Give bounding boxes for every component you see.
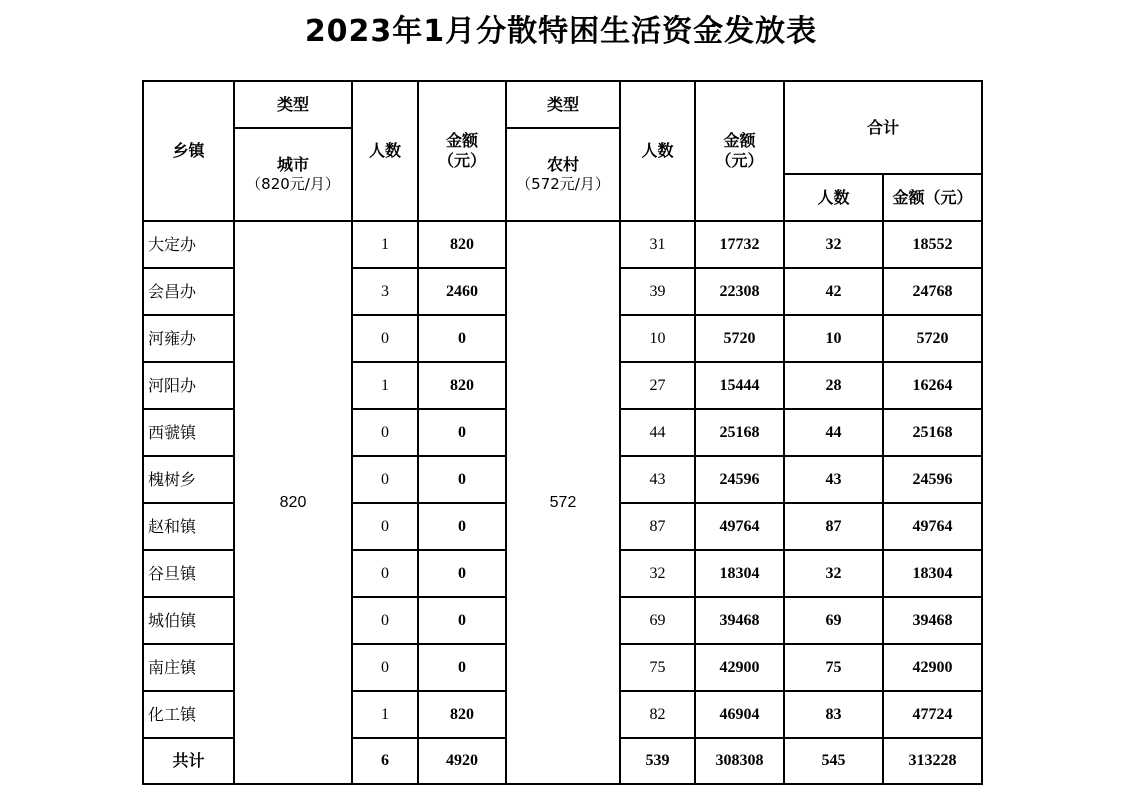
- township-name: 谷旦镇: [143, 550, 234, 597]
- rural-people: 44: [620, 409, 695, 456]
- header-rural-label: 农村: [546, 155, 579, 175]
- header-urban-amount: [418, 81, 506, 221]
- urban-people: 0: [352, 644, 418, 691]
- header-urban-amount-line1: 金额: [445, 131, 478, 150]
- total-people: 44: [784, 409, 883, 456]
- township-name: 化工镇: [143, 691, 234, 738]
- header-township: 乡镇: [143, 81, 234, 221]
- total-amount: 24596: [883, 456, 982, 503]
- total-amount: 24768: [883, 268, 982, 315]
- rural-people: 82: [620, 691, 695, 738]
- total-people: 75: [784, 644, 883, 691]
- urban-amount: 0: [418, 409, 506, 456]
- header-urban-label: 城市: [276, 155, 309, 175]
- rural-people: 27: [620, 362, 695, 409]
- total-amount: 16264: [883, 362, 982, 409]
- urban-amount: 0: [418, 315, 506, 362]
- rural-amount: 24596: [695, 456, 784, 503]
- header-total: 合计: [784, 81, 982, 174]
- rural-amount: 39468: [695, 597, 784, 644]
- urban-amount: 0: [418, 456, 506, 503]
- header-rural-amount-line2: （元）: [715, 151, 764, 170]
- urban-people: 0: [352, 597, 418, 644]
- rural-amount: 49764: [695, 503, 784, 550]
- urban-amount: 0: [418, 550, 506, 597]
- totals-rural-amount: 308308: [695, 738, 784, 784]
- urban-people: 0: [352, 315, 418, 362]
- total-people: 42: [784, 268, 883, 315]
- header-total-amount: 金额（元）: [883, 174, 982, 221]
- total-people: 69: [784, 597, 883, 644]
- township-name: 河雍办: [143, 315, 234, 362]
- total-amount: 47724: [883, 691, 982, 738]
- rural-people: 10: [620, 315, 695, 362]
- header-rural-people: 人数: [620, 81, 695, 221]
- urban-people: 3: [352, 268, 418, 315]
- total-amount: 25168: [883, 409, 982, 456]
- total-people: 87: [784, 503, 883, 550]
- township-name: 赵和镇: [143, 503, 234, 550]
- township-name: 大定办: [143, 221, 234, 268]
- rural-people: 87: [620, 503, 695, 550]
- urban-people: 0: [352, 550, 418, 597]
- total-people: 32: [784, 221, 883, 268]
- total-amount: 18552: [883, 221, 982, 268]
- total-amount: 49764: [883, 503, 982, 550]
- rural-amount: 46904: [695, 691, 784, 738]
- rural-standard-cell: 572: [506, 221, 620, 784]
- totals-total-amount: 313228: [883, 738, 982, 784]
- urban-amount: 820: [418, 691, 506, 738]
- urban-amount: 0: [418, 503, 506, 550]
- header-urban: [234, 128, 352, 221]
- totals-rural-people: 539: [620, 738, 695, 784]
- total-amount: 18304: [883, 550, 982, 597]
- page-title: 2023年1月分散特困生活资金发放表: [304, 14, 818, 49]
- urban-people: 1: [352, 362, 418, 409]
- urban-amount: 820: [418, 362, 506, 409]
- urban-amount: 820: [418, 221, 506, 268]
- totals-label: 共计: [143, 738, 234, 784]
- rural-people: 32: [620, 550, 695, 597]
- urban-people: 0: [352, 503, 418, 550]
- rural-people: 31: [620, 221, 695, 268]
- rural-people: 39: [620, 268, 695, 315]
- township-name: 会昌办: [143, 268, 234, 315]
- totals-total-people: 545: [784, 738, 883, 784]
- header-total-people: 人数: [784, 174, 883, 221]
- urban-people: 1: [352, 221, 418, 268]
- urban-people: 1: [352, 691, 418, 738]
- township-name: 西虢镇: [143, 409, 234, 456]
- total-people: 28: [784, 362, 883, 409]
- header-urban-rate: （820元/月）: [246, 175, 340, 194]
- rural-people: 43: [620, 456, 695, 503]
- totals-urban-amount: 4920: [418, 738, 506, 784]
- urban-people: 0: [352, 456, 418, 503]
- table-row: [143, 221, 982, 268]
- allowance-table: [142, 80, 983, 785]
- rural-amount: 25168: [695, 409, 784, 456]
- header-type-urban: 类型: [234, 81, 352, 128]
- header-rural-rate: （572元/月）: [516, 175, 610, 194]
- rural-amount: 15444: [695, 362, 784, 409]
- township-name: 南庄镇: [143, 644, 234, 691]
- total-amount: 39468: [883, 597, 982, 644]
- header-type-rural: 类型: [506, 81, 620, 128]
- urban-people: 0: [352, 409, 418, 456]
- rural-people: 69: [620, 597, 695, 644]
- header-urban-amount-line2: （元）: [437, 151, 486, 170]
- total-amount: 42900: [883, 644, 982, 691]
- rural-amount: 17732: [695, 221, 784, 268]
- urban-amount: 0: [418, 597, 506, 644]
- rural-people: 75: [620, 644, 695, 691]
- total-amount: 5720: [883, 315, 982, 362]
- header-rural-amount: [695, 81, 784, 221]
- township-name: 河阳办: [143, 362, 234, 409]
- urban-amount: 2460: [418, 268, 506, 315]
- header-urban-people: 人数: [352, 81, 418, 221]
- rural-amount: 5720: [695, 315, 784, 362]
- total-people: 43: [784, 456, 883, 503]
- rural-amount: 22308: [695, 268, 784, 315]
- header-rural-amount-line1: 金额: [723, 131, 756, 150]
- urban-amount: 0: [418, 644, 506, 691]
- total-people: 32: [784, 550, 883, 597]
- total-people: 10: [784, 315, 883, 362]
- totals-urban-people: 6: [352, 738, 418, 784]
- rural-amount: 18304: [695, 550, 784, 597]
- urban-standard-cell: 820: [234, 221, 352, 784]
- header-rural: [506, 128, 620, 221]
- township-name: 城伯镇: [143, 597, 234, 644]
- total-people: 83: [784, 691, 883, 738]
- rural-amount: 42900: [695, 644, 784, 691]
- township-name: 槐树乡: [143, 456, 234, 503]
